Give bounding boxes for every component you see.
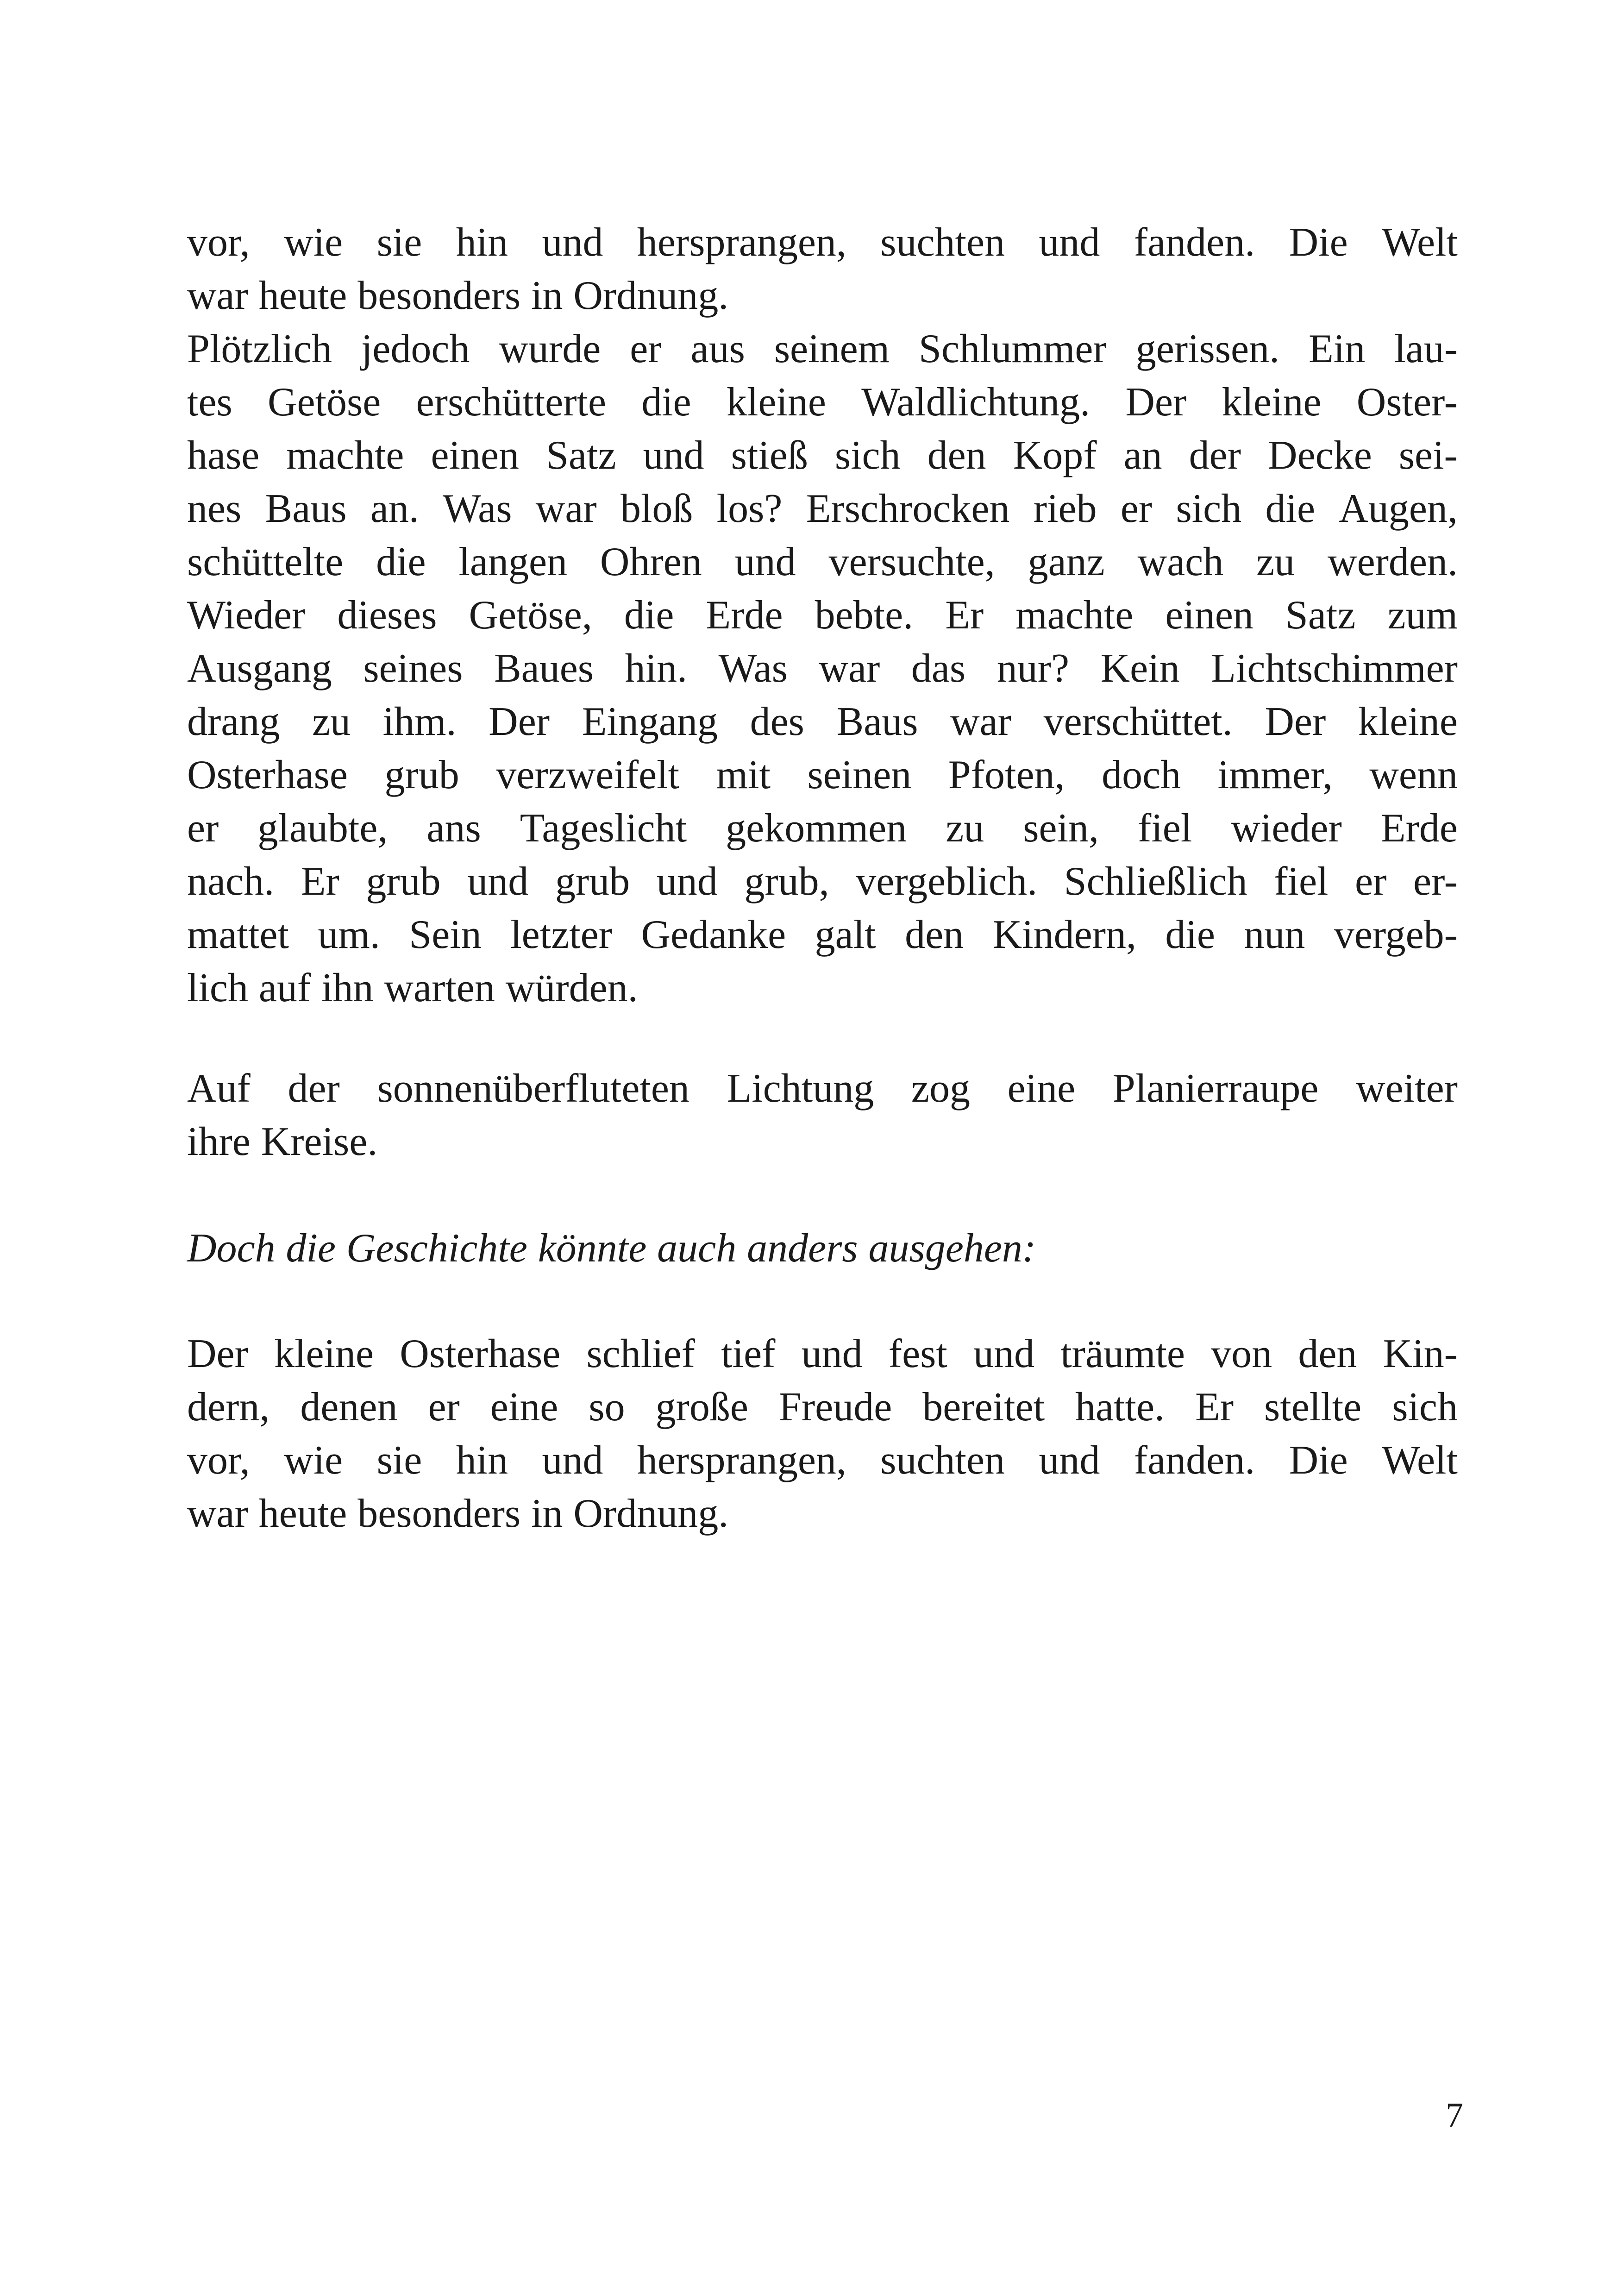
word: zu [312,699,351,744]
word: den [1298,1331,1357,1376]
word: fanden. [1134,1438,1255,1483]
word: Gedanke [641,912,786,957]
word: Osterhase [187,753,348,797]
word: mattet [187,912,289,957]
word: fanden. [1134,220,1255,265]
word: Lichtung [727,1066,874,1111]
word: Geschichte [346,1226,527,1271]
word: hatte. [1075,1385,1165,1430]
word: gerissen. [1135,326,1280,371]
word: eine [490,1385,558,1430]
word: sei- [1398,433,1458,478]
word: fiel [1138,806,1192,851]
word: mit [716,753,771,797]
word: kleine [726,380,826,425]
word: der [1189,433,1241,478]
page-number: 7 [1446,2096,1463,2135]
word: die [376,539,426,584]
word: galt [815,912,876,957]
word: ihm. [382,699,457,744]
word: heute [258,273,347,318]
word: seines [363,646,463,691]
text-line [187,1327,1458,1380]
text-line [187,802,1458,855]
word: Erde [1380,806,1458,851]
word: immer, [1217,753,1333,797]
word: Baues [494,646,594,691]
word: Satz [546,433,616,478]
word: verschüttet. [1043,699,1233,744]
text-line [187,216,1458,269]
word: Der [1265,699,1326,744]
word: er [187,806,219,851]
word: Baus [265,486,347,531]
word: Lichtschimmer [1211,646,1458,691]
word: dern, [187,1385,270,1430]
word: Ohren [600,539,702,584]
word: Eingang [582,699,718,744]
word: könnte [538,1226,647,1271]
text-line [187,269,1458,322]
word: nes [187,486,242,531]
word: Pfoten, [948,753,1065,797]
word: lau- [1394,326,1458,371]
word: große [655,1385,748,1430]
word: bereitet [922,1385,1045,1430]
word: heute [258,1491,347,1536]
word: ihn [321,966,374,1010]
word: kleine [1358,699,1458,744]
text-line [187,748,1458,802]
word: Die [1289,1438,1348,1483]
word: kleine [274,1331,374,1376]
word: Doch [187,1226,276,1271]
word: fiel [1274,859,1329,904]
word: Freude [778,1385,892,1430]
word: wach [1137,539,1224,584]
word: war [535,486,597,531]
word: war [950,699,1012,744]
word: weiter [1356,1066,1458,1111]
word: Ordnung. [573,273,729,318]
paragraph-story-continuation [187,216,1458,1015]
word: denen [300,1385,398,1430]
word: Kein [1100,646,1180,691]
word: des [750,699,804,744]
word: Auf [187,1066,251,1111]
word: Satz [1285,593,1356,638]
word: verzweifelt [496,753,680,797]
word: gekommen [726,806,907,851]
word: Oster- [1356,380,1458,425]
text-line [187,908,1458,961]
word: rieb [1033,486,1097,531]
word: wie [284,1438,343,1483]
word: warten [384,966,495,1010]
text-line [187,855,1458,908]
word: grub [384,753,459,797]
word: zog [911,1066,970,1111]
word: Ausgang [187,646,332,691]
word: zu [1256,539,1295,584]
word: Er [301,859,339,904]
word: nach. [187,859,275,904]
word: Schließlich [1064,859,1247,904]
word: wieder [1231,806,1342,851]
word: besonders [357,1491,521,1536]
word: und [542,1438,603,1483]
word: bebte. [815,593,914,638]
word: Erde [706,593,783,638]
word: auf [258,966,311,1010]
word: er [1355,859,1387,904]
word: vergeb- [1334,912,1458,957]
word: hin. [625,646,688,691]
word: den [927,433,986,478]
word: Tageslicht [520,806,687,851]
word: grub, [744,859,829,904]
word: doch [1102,753,1181,797]
word: Kindern, [992,912,1136,957]
word: Kopf [1013,433,1097,478]
word: machte [1015,593,1134,638]
word: und [1039,220,1100,265]
word: und [643,433,704,478]
word: Augen, [1339,486,1458,531]
word: Erschrocken [806,486,1010,531]
word: versuchte, [828,539,995,584]
word: langen [458,539,568,584]
word: und [542,220,603,265]
word: hase [187,433,260,478]
word: nun [1244,912,1305,957]
word: die [286,1226,336,1271]
word: in [531,1491,563,1536]
word: Getöse, [469,593,592,638]
word: Die [1289,220,1348,265]
word: kleine [1222,380,1322,425]
word: an. [370,486,419,531]
paragraph-alternative-ending [187,1327,1458,1540]
word: die [1165,912,1215,957]
word: der [288,1066,340,1111]
word: in [531,273,563,318]
word: war [187,1491,248,1536]
word: schüttelte [187,539,344,584]
word: drang [187,699,280,744]
word: Was [718,646,788,691]
word: ganz [1028,539,1105,584]
word: Welt [1381,1438,1458,1483]
text-line [187,695,1458,748]
word: Plötzlich [187,326,332,371]
word: die [624,593,674,638]
text-line [187,642,1458,695]
word: Er [945,593,984,638]
word: suchten [880,1438,1005,1483]
word: hin [456,1438,508,1483]
word: und [734,539,796,584]
word: Baus [836,699,918,744]
word: besonders [357,273,521,318]
word: und [656,859,718,904]
text-line [187,482,1458,535]
word: einen [431,433,520,478]
word: dieses [337,593,437,638]
word: grub [555,859,630,904]
word: sich [1392,1385,1458,1430]
word: zu [946,806,984,851]
word: den [905,912,964,957]
word: Der [187,1331,248,1376]
word: Schlummer [919,326,1107,371]
word: jedoch [361,326,470,371]
word: einen [1165,593,1253,638]
word: nur? [997,646,1070,691]
word: hersprangen, [637,1438,846,1483]
word: das [911,646,966,691]
word: und [973,1331,1035,1376]
word: zum [1387,593,1458,638]
word: so [589,1385,625,1430]
paragraph-bulldozer [187,1062,1458,1168]
word: er [630,326,662,371]
word: Kreise. [261,1119,378,1164]
word: um. [318,912,380,957]
word: Der [1125,380,1187,425]
word: er- [1413,859,1458,904]
word: von [1211,1331,1272,1376]
text-line [187,535,1458,589]
word: ans [426,806,481,851]
word: träumte [1060,1331,1185,1376]
word: sich [1176,486,1242,531]
text-line [187,1380,1458,1434]
word: Decke [1268,433,1372,478]
word: anders [747,1226,858,1271]
word: würden. [505,966,638,1010]
text-line [187,376,1458,429]
word: glaubte, [257,806,388,851]
word: sie [376,220,422,265]
word: er [428,1385,460,1430]
word: und [801,1331,863,1376]
word: seinem [774,326,890,371]
word: wie [284,220,343,265]
word: Ein [1309,326,1366,371]
word: Kin- [1383,1331,1458,1376]
word: Er [1195,1385,1234,1430]
word: Was [443,486,512,531]
word: Ordnung. [573,1491,729,1536]
text-line [187,1434,1458,1487]
word: war [819,646,880,691]
word: vor, [187,1438,250,1483]
word: werden. [1328,539,1458,584]
word: Getöse [267,380,381,425]
text-line [187,589,1458,642]
word: tief [721,1331,776,1376]
word: hersprangen, [637,220,846,265]
word: bloß [620,486,693,531]
word: er [1120,486,1153,531]
paragraph-alternative-ending-intro [187,1222,1458,1275]
word: suchten [880,220,1005,265]
text-line [187,1062,1458,1115]
word: seinen [807,753,912,797]
word: schlief [586,1331,696,1376]
text-line [187,322,1458,376]
word: aus [690,326,745,371]
word: wurde [499,326,601,371]
word: eine [1007,1066,1076,1111]
word: Wieder [187,593,306,638]
word: sie [376,1438,422,1483]
word: und [467,859,529,904]
word: Planierraupe [1112,1066,1319,1111]
word: vor, [187,220,250,265]
word: die [1265,486,1316,531]
word: hin [456,220,508,265]
word: sich [834,433,901,478]
word: und [1039,1438,1100,1483]
word: machte [286,433,404,478]
text-line [187,429,1458,482]
word: stellte [1264,1385,1362,1430]
word: tes [187,380,232,425]
word: Der [489,699,550,744]
word: die [641,380,691,425]
word: war [187,273,248,318]
word: ausgehen: [868,1226,1036,1271]
word: grub [366,859,441,904]
word: Osterhase [400,1331,561,1376]
text-line [187,961,1458,1015]
word: sein, [1023,806,1099,851]
word: wenn [1369,753,1458,797]
word: Waldlichtung. [861,380,1091,425]
text-line [187,1222,1458,1275]
word: sonnenüberfluteten [377,1066,689,1111]
word: Sein [409,912,482,957]
word: ihre [187,1119,251,1164]
word: letzter [510,912,613,957]
word: stieß [731,433,808,478]
word: erschütterte [416,380,607,425]
word: an [1123,433,1162,478]
word: vergeblich. [856,859,1038,904]
word: fest [888,1331,947,1376]
word: lich [187,966,248,1010]
word: los? [716,486,783,531]
word: auch [657,1226,737,1271]
text-line [187,1487,1458,1540]
text-line [187,1115,1458,1168]
word: Welt [1381,220,1458,265]
